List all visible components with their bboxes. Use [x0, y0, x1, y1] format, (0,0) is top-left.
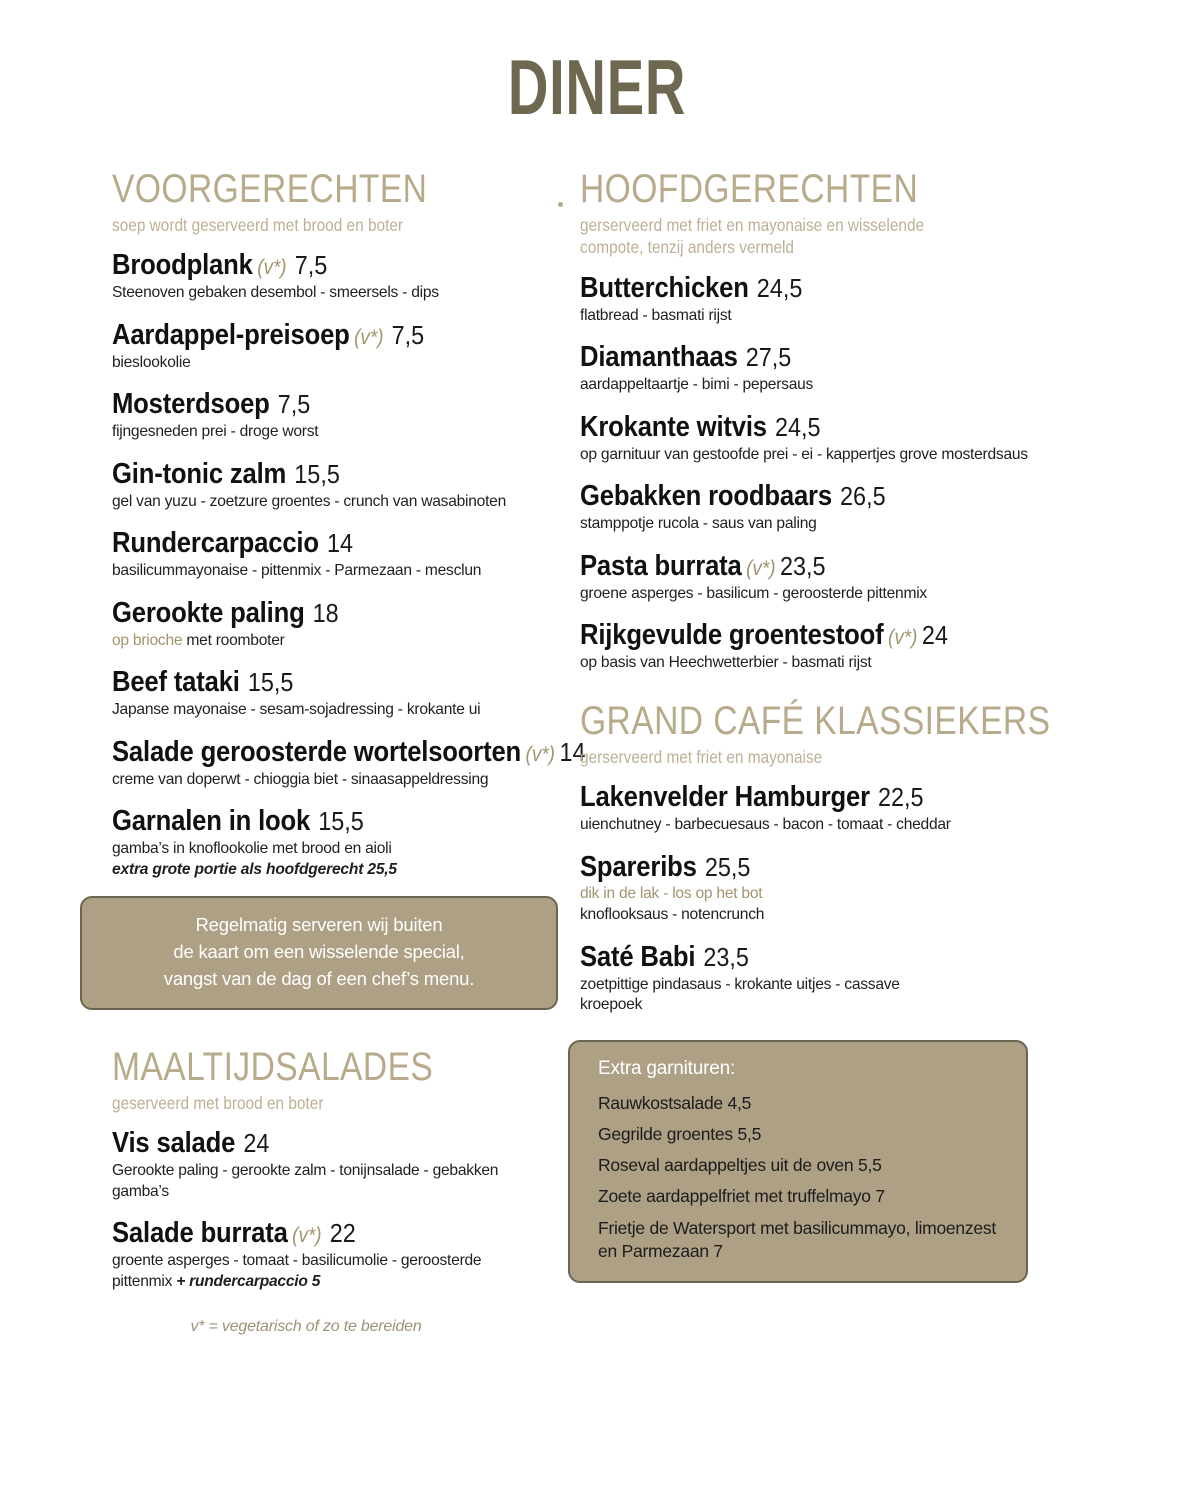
- item-description-rest: met roomboter: [182, 631, 285, 649]
- menu-item[interactable]: [112, 459, 540, 512]
- section-heading-hoofdgerechten: HOOFDGERECHTEN: [580, 167, 919, 211]
- item-price: 24: [921, 620, 948, 651]
- item-name: Spareribs: [580, 850, 697, 883]
- item-price: 24,5: [774, 411, 821, 442]
- menu-item[interactable]: [580, 481, 1050, 534]
- item-name: Mosterdsoep: [112, 388, 270, 421]
- item-title-row: [112, 667, 497, 699]
- section-subtitle-voorgerechten: soep wordt geserveerd met brood en boter: [112, 215, 404, 235]
- item-name: Garnalen in look: [112, 805, 311, 838]
- garnituren-line: Frietje de Watersport met basilicummayo, limoenzest en Parmezaan 7: [598, 1217, 996, 1262]
- item-description-addon: + rundercarpaccio 5: [176, 1272, 321, 1290]
- item-vegetarian-mark: (v*): [354, 325, 384, 349]
- item-name: Lakenvelder Hamburger: [580, 781, 870, 814]
- right-column: [580, 168, 1050, 1283]
- item-name: Beef tataki: [112, 666, 240, 699]
- menu-item[interactable]: [580, 273, 1050, 326]
- item-description: creme van doperwt - chioggia biet - sinaasappeldressing: [112, 770, 489, 788]
- item-description: zoetpittige pindasaus - krokante uitjes - cassave kroepoek: [580, 975, 900, 1014]
- callout-line: Regelmatig serveren wij buiten: [195, 914, 443, 936]
- item-description-extra: extra grote portie als hoofdgerecht 25,5: [112, 860, 397, 878]
- item-description: fijngesneden prei - droge worst: [112, 423, 319, 441]
- item-name: Broodplank: [112, 249, 253, 282]
- garnituren-line: Zoete aardappelfriet met truffelmayo 7: [598, 1186, 885, 1207]
- item-price: 7,5: [391, 319, 425, 350]
- section-subtitle-grand-cafe: gerserveerd met friet en mayonaise: [580, 746, 823, 767]
- section-voorgerechten: [112, 167, 586, 880]
- menu-item[interactable]: [580, 782, 1050, 835]
- item-price: 24,5: [756, 272, 803, 303]
- item-vegetarian-mark: (v*): [292, 1224, 322, 1248]
- item-price: 18: [312, 597, 339, 628]
- item-price: 23,5: [780, 550, 826, 581]
- item-name: Rijkgevulde groentestoof: [580, 619, 884, 652]
- item-description: knoflooksaus - notencrunch: [580, 906, 765, 924]
- item-title-row: [580, 852, 1003, 884]
- menu-item[interactable]: [580, 942, 1050, 1016]
- section-heading-voorgerechten: VOORGERECHTEN: [112, 167, 428, 211]
- callout-line: de kaart om een wisselende special,: [173, 941, 465, 963]
- item-name: Aardappel-preisoep: [112, 318, 350, 351]
- item-description: flatbread - basmati rijst: [580, 306, 732, 324]
- item-price: 15,5: [247, 667, 294, 698]
- item-title-row: [580, 273, 1003, 305]
- item-price: 7,5: [294, 250, 328, 281]
- item-price: 15,5: [318, 806, 364, 837]
- dot-separator-icon: [558, 202, 563, 207]
- item-name: Pasta burrata: [580, 549, 742, 582]
- item-price: 14: [326, 528, 353, 559]
- item-name: Diamanthaas: [580, 341, 738, 374]
- item-title-row: [112, 1128, 497, 1160]
- item-name: Gebakken roodbaars: [580, 480, 832, 513]
- item-name: Rundercarpaccio: [112, 527, 319, 560]
- item-vegetarian-mark: (v*): [257, 256, 287, 280]
- item-description: uienchutney - barbecuesaus - bacon - tomaat - cheddar: [580, 815, 951, 833]
- item-price: 22,5: [877, 782, 924, 813]
- item-name: Krokante witvis: [580, 410, 767, 443]
- item-title-row: [112, 250, 497, 282]
- item-name: Salade burrata: [112, 1217, 288, 1250]
- left-column: [0, 167, 586, 1336]
- item-description: basilicummayonaise - pittenmix - Parmezaan - mesclun: [112, 562, 482, 580]
- item-description: groene asperges - basilicum - geroosterde pittenmix: [580, 584, 927, 602]
- item-price: 26,5: [840, 481, 886, 512]
- menu-item[interactable]: [580, 620, 1050, 673]
- menu-item[interactable]: [580, 412, 1050, 465]
- item-price: 25,5: [704, 851, 751, 882]
- item-title-row: [580, 412, 1003, 444]
- item-title-row: [112, 459, 497, 491]
- extra-garnituren-callout: [568, 1040, 1028, 1284]
- menu-item[interactable]: [112, 598, 540, 651]
- item-name: Gin-tonic zalm: [112, 457, 287, 490]
- item-description: op basis van Heechwetterbier - basmati rijst: [580, 654, 872, 672]
- item-description: stamppotje rucola - saus van paling: [580, 515, 817, 533]
- item-title-row: [580, 481, 1003, 513]
- item-description: [112, 1251, 512, 1292]
- callout-line: vangst van de dag of een chef’s menu.: [163, 967, 475, 989]
- item-vegetarian-mark: (v*): [525, 742, 555, 766]
- menu-item[interactable]: [112, 320, 540, 373]
- garnituren-title: Extra garnituren:: [598, 1057, 736, 1079]
- item-description: gel van yuzu - zoetzure groentes - crunch van wasabinoten: [112, 492, 507, 510]
- item-title-row: [112, 1218, 497, 1250]
- item-price: 15,5: [294, 458, 340, 489]
- section-subtitle-maaltijdsalades: geserveerd met brood en boter: [112, 1092, 324, 1113]
- item-name: Gerookte paling: [112, 596, 305, 629]
- item-title-row: [580, 342, 1003, 374]
- item-description: [112, 631, 540, 652]
- column-separator: [540, 168, 580, 214]
- menu-item[interactable]: [112, 528, 540, 581]
- item-price: 7,5: [277, 389, 311, 420]
- item-price: 14: [559, 736, 586, 767]
- section-maaltijdsalades: [112, 1046, 540, 1293]
- item-price: 23,5: [703, 941, 749, 972]
- section-grand-cafe-klassiekers: [580, 700, 1050, 1016]
- item-title-row: [112, 806, 497, 838]
- item-name: Butterchicken: [580, 271, 749, 304]
- item-description: aardappeltaartje - bimi - pepersaus: [580, 376, 814, 394]
- item-title-row: [112, 528, 497, 560]
- item-title-row: [580, 620, 1003, 652]
- item-price: 24: [243, 1128, 270, 1159]
- item-description-highlight: dik in de lak - los op het bot: [580, 885, 763, 903]
- section-subtitle-hoofdgerechten: gerserveerd met friet en mayonaise en wisselende compote, tenzij anders vermeld: [580, 215, 925, 258]
- item-description: bieslookolie: [112, 353, 191, 371]
- menu-item[interactable]: [580, 551, 1050, 604]
- item-vegetarian-mark: (v*): [746, 556, 776, 580]
- menu-item[interactable]: [112, 1128, 540, 1202]
- garnituren-line: Gegrilde groentes 5,5: [598, 1123, 762, 1144]
- item-price: 22: [329, 1218, 356, 1249]
- item-description: op garnituur van gestoofde prei - ei - kappertjes grove mosterdsaus: [580, 445, 1028, 463]
- menu-item[interactable]: [112, 806, 540, 880]
- section-heading-maaltijdsalades: MAALTIJDSALADES: [112, 1044, 434, 1089]
- section-heading-grand-cafe: GRAND CAFÉ KLASSIEKERS: [580, 698, 1051, 743]
- item-description: Japanse mayonaise - sesam-sojadressing - krokante ui: [112, 701, 481, 719]
- menu-item[interactable]: [112, 389, 540, 442]
- menu-item[interactable]: [112, 250, 540, 303]
- item-title-row: [112, 389, 497, 421]
- menu-item[interactable]: [112, 735, 586, 790]
- item-title-row: [580, 942, 1003, 974]
- item-name: Saté Babi: [580, 940, 696, 973]
- section-hoofdgerechten: [580, 168, 1050, 674]
- menu-columns: [0, 168, 1194, 1336]
- garnituren-line: Rauwkostsalade 4,5: [598, 1092, 752, 1113]
- vegetarian-footnote: v* = vegetarisch of zo te bereiden: [190, 1318, 422, 1336]
- item-name: Salade geroosterde wortelsoorten: [112, 735, 522, 768]
- item-price: 27,5: [745, 342, 792, 373]
- item-title-row: [112, 598, 497, 630]
- item-description-highlight: op brioche: [112, 631, 183, 649]
- item-title-row: [580, 782, 1003, 814]
- menu-item[interactable]: [112, 667, 540, 720]
- item-name: Vis salade: [112, 1127, 236, 1160]
- item-description: gamba’s in knoflookolie met brood en aioli: [112, 840, 392, 858]
- item-description-main: groente asperges - tomaat - basilicumolie - geroosterde pittenmix: [112, 1252, 482, 1290]
- item-title-row: [112, 320, 497, 352]
- garnituren-line: Roseval aardappeltjes uit de oven 5,5: [598, 1155, 882, 1176]
- item-title-row: [112, 735, 586, 769]
- wisselende-special-callout: [80, 896, 558, 1009]
- menu-item[interactable]: [112, 1218, 540, 1292]
- page-title: DINER: [507, 43, 687, 131]
- item-description: Gerookte paling - gerookte zalm - tonijnsalade - gebakken gamba’s: [112, 1162, 499, 1200]
- item-title-row: [580, 551, 1003, 583]
- item-description: Steenoven gebaken desembol - smeersels - dips: [112, 284, 439, 302]
- item-vegetarian-mark: (v*): [888, 626, 918, 650]
- menu-item[interactable]: [580, 342, 1050, 395]
- menu-item[interactable]: [580, 852, 1050, 926]
